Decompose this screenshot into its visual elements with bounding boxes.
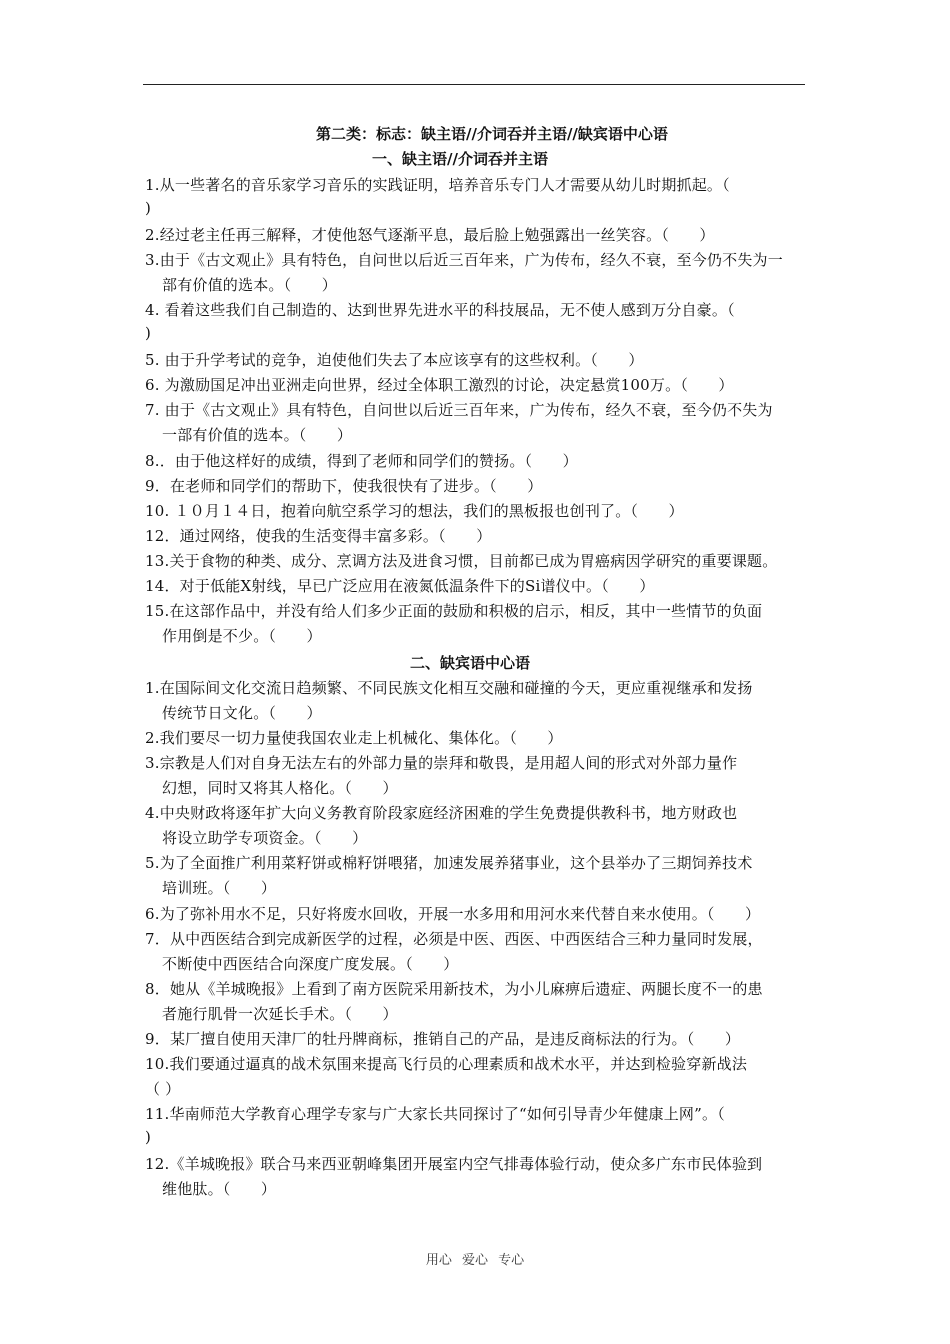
text-line: 6.为了弥补用水不足，只好将废水回收，开展一水多用和用河水来代替自来水使用。（ ）	[145, 905, 761, 923]
text-line: 5.为了全面推广利用菜籽饼或棉籽饼喂猪，加速发展养猪事业，这个县举办了三期饲养技术	[145, 854, 753, 872]
text-line: 4. 看着这些我们自己制造的、达到世界先进水平的科技展品，无不使人感到万分自豪。（	[145, 301, 735, 319]
text-line: 3.宗教是人们对自身无法左右的外部力量的崇拜和敬畏，是用超人间的形式对外部力量作	[145, 754, 738, 772]
text-line: 10.我们要通过逼真的战术氛围来提高飞行员的心理素质和战术水平，并达到检验穿新战法	[145, 1055, 748, 1073]
text-line: 2.经过老主任再三解释，才使他怒气逐渐平息，最后脸上勉强露出一丝笑容。（ ）	[145, 226, 715, 244]
text-line: 作用倒是不少。（ ）	[162, 627, 322, 645]
text-line: 维他肽。（ ）	[162, 1180, 277, 1198]
text-line: )	[145, 199, 152, 217]
text-line: 2.我们要尽一切力量使我国农业走上机械化、集体化。（ ）	[145, 729, 563, 747]
text-line: 12.《羊城晚报》联合马来西亚朝峰集团开展室内空气排毒体验行动，使众多广东市民体验到	[145, 1155, 763, 1173]
text-line: 者施行肌骨一次延长手术。（ ）	[162, 1005, 398, 1023]
text-line: 3.由于《古文观止》具有特色，自问世以后近三百年来，广为传布，经久不衰，至今仍不失为一	[145, 251, 783, 269]
text-line: 10. １０月１４日，抱着向航空系学习的想法，我们的黑板报也创刊了。（ ）	[145, 502, 684, 520]
text-line: 8．她从《羊城晚报》上看到了南方医院采用新技术，为小儿麻痹后遗症、两腿长度不一的患	[145, 980, 763, 998]
section-1-title: 一、缺主语//介词吞并主语	[372, 150, 548, 168]
text-line: 不断使中西医结合向深度广度发展。（ ）	[162, 955, 459, 973]
text-line: )	[145, 324, 152, 342]
text-line: 幻想，同时又将其人格化。（ ）	[162, 779, 398, 797]
text-line: 8.．由于他这样好的成绩，得到了老师和同学们的赞扬。（ ）	[145, 452, 578, 470]
text-line: 7. 由于《古文观止》具有特色，自问世以后近三百年来，广为传布，经久不衰，至今仍不失为	[145, 401, 773, 419]
text-line: 9．在老师和同学们的帮助下，使我很快有了进步。（ ）	[145, 477, 543, 495]
text-line: （ ）	[145, 1080, 181, 1098]
text-line: 7．从中西医结合到完成新医学的过程，必须是中医、西医、中西医结合三种力量同时发展，	[145, 930, 763, 948]
page-title: 第二类：标志：缺主语//介词吞并主语//缺宾语中心语	[316, 125, 668, 143]
text-line: 一部有价值的选本。（ ）	[162, 426, 353, 444]
text-line: 14．对于低能X射线，早已广泛应用在液氮低温条件下的Si谱仪中。（ ）	[145, 577, 655, 595]
text-line: 4.中央财政将逐年扩大向义务教育阶段家庭经济困难的学生免费提供教科书，地方财政也	[145, 804, 738, 822]
text-line: 11.华南师范大学教育心理学专家与广大家长共同探讨了“如何引导青少年健康上网”。（	[145, 1105, 725, 1123]
header-rule	[143, 84, 805, 85]
section-2-title: 二、缺宾语中心语	[410, 654, 531, 672]
text-line: 1.从一些著名的音乐家学习音乐的实践证明，培养音乐专门人才需要从幼儿时期抓起。（	[145, 176, 730, 194]
text-line: )	[145, 1128, 152, 1146]
text-line: 15.在这部作品中，并没有给人们多少正面的鼓励和积极的启示，相反，其中一些情节的负面	[145, 602, 763, 620]
text-line: 将设立助学专项资金。（ ）	[162, 829, 368, 847]
text-line: 5. 由于升学考试的竞争，迫使他们失去了本应该享有的这些权利。（ ）	[145, 351, 644, 369]
text-line: 9．某厂擅自使用天津厂的牡丹牌商标，推销自己的产品，是违反商标法的行为。（ ）	[145, 1030, 741, 1048]
text-line: 传统节日文化。（ ）	[162, 704, 322, 722]
text-line: 培训班。（ ）	[162, 879, 277, 897]
text-line: 6. 为激励国足冲出亚洲走向世界，经过全体职工激烈的讨论，决定悬赏100万。（ ）	[145, 376, 734, 394]
text-line: 部有价值的选本。（ ）	[162, 276, 337, 294]
page-footer: 用心 爱心 专心	[425, 1253, 525, 1268]
text-line: 12．通过网络，使我的生活变得丰富多彩。（ ）	[145, 527, 492, 545]
text-line: 1.在国际间文化交流日趋频繁、不同民族文化相互交融和碰撞的今天，更应重视继承和发扬	[145, 679, 753, 697]
text-line: 13.关于食物的种类、成分、烹调方法及进食习惯，目前都已成为胃癌病因学研究的重要课题。	[145, 552, 778, 570]
